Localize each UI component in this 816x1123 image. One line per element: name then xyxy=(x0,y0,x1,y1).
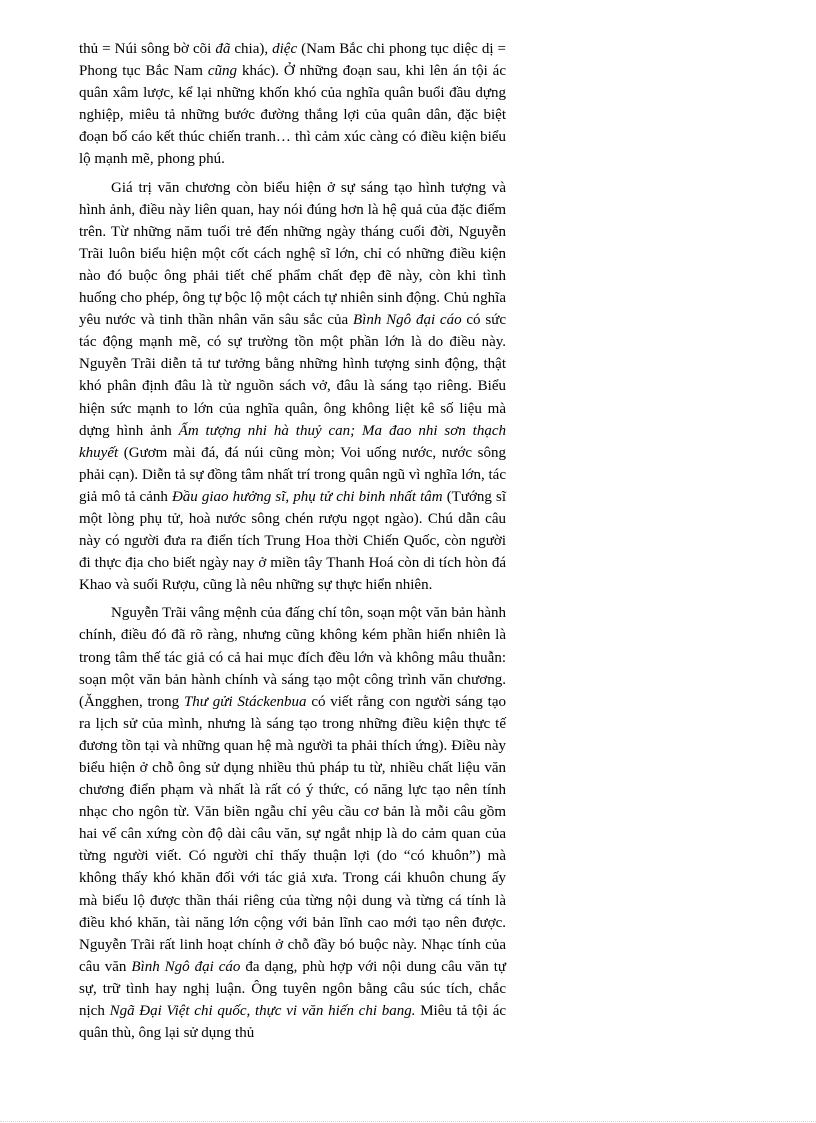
text-run: (Gươm mài đá, đá núi cũng mòn; Voi uống nước, nước sông phải cạn). Diễn tả sự đồng tâm nhất trí trong quân ngũ vì nghĩa lớn, tác giả mô tả cảnh xyxy=(79,444,506,505)
italic-run: Ngã Đại Việt chi quốc, thực vi văn hiến chi bang. xyxy=(109,1003,416,1020)
text-run: Giá trị văn chương còn biểu hiện ở sự sáng tạo hình tượng và hình ảnh, điều này liên quan, hay nói đúng hơn là hệ quả của đặc điểm trên. Từ những năm tuổi trẻ đến những ngày tháng cuối đời, Nguyễn Trãi luôn biểu hiện một cốt cách nghệ sĩ lớn, chỉ có những điều kiện nào đó buộc ông phải tiết chế phẩm chất đẹp đẽ này, còn khi tình huống cho phép, ông tự bộc lộ một cách tự nhiên sinh động. Chủ nghĩa yêu nước và tinh thần nhân văn sâu sắc của xyxy=(79,179,506,329)
document-page xyxy=(79,38,506,1050)
paragraph-3 xyxy=(79,602,506,1044)
paragraph-2 xyxy=(79,177,506,597)
italic-run: Thư gửi Stáckenbua xyxy=(183,693,307,710)
text-run: đa dạng, phù hợp với nội dung câu văn tự sự, trữ tình hay nghị luận. Ông tuyên ngôn bằng câu súc tích, chắc nịch xyxy=(79,958,506,1020)
italic-run: cũng xyxy=(207,63,238,80)
text-run: (Nam Bắc chi phong tục diệc dị = Phong tục Bắc Nam xyxy=(79,41,506,80)
text-run: thủ = Núi sông bờ cõi xyxy=(79,41,216,57)
text-run: có viết rằng con người sáng tạo ra lịch sử của mình, nhưng là sáng tạo trong những điều kiện thực tế đương tồn tại và những quan hệ mà người ta phải thích ứng). Điều này biểu hiện ở chỗ ông sử dụng nhiều thủ pháp tu từ, nhiều chất liệu văn chương điển phạm và nhất là rất có ý thức, có năng lực tạo nên tính nhạc cho ngôn từ. Văn biền ngẫu chỉ yêu cầu cơ bản là mỗi câu gồm hai vế cân xứng còn độ dài câu văn, sự ngắt nhịp là do cảm quan của từng người viết. Có người chỉ thấy thuận lợi (do “có khuôn”) mà không thấy khó khăn đối với tác giả xưa. Trong cái khuôn chung ấy mà biểu lộ được thần thái riêng của từng nội dung và từng cá tính là điều khó khăn, tài năng lớn cộng với bản lĩnh cao mới tạo nên được. Nguyễn Trãi rất linh hoạt chính ở chỗ đầy bó buộc này. Nhạc tính của câu văn xyxy=(79,693,507,975)
text-run: chia), xyxy=(230,41,273,57)
italic-run: Bình Ngô đại cáo xyxy=(131,958,241,975)
italic-run: Ẩm tượng nhi hà thuỷ can; Ma đao nhi sơn thạch khuyết xyxy=(79,422,506,461)
italic-run: đã xyxy=(215,41,231,57)
text-run: (Tướng sĩ một lòng phụ tử, hoà nước sông chén rượu ngọt ngào). Chú dẫn câu này có người đưa ra điển tích Trung Hoa thời Chiến Quốc, còn người đi thực địa cho biết ngày nay ở miền tây Thanh Hoá còn di tích hòn đá Khao và suối Rượu, cũng là nêu những sự thực hiển nhiên. xyxy=(79,488,506,594)
italic-run: Bình Ngô đại cáo xyxy=(353,312,462,329)
text-run: khác). Ở những đoạn sau, khi lên án tội ác quân xâm lược, kể lại những khốn khó của nghĩa quân buổi đầu dựng nghiệp, miêu tả những bước đường thắng lợi của quân dân, đặc biệt đoạn bố cáo kết thúc chiến tranh… thì cảm xúc càng có điều kiện biểu lộ mạnh mẽ, phong phú. xyxy=(79,63,506,168)
text-run: Miêu tả tội ác quân thù, ông lại sử dụng thủ xyxy=(79,1003,507,1042)
text-run: Nguyễn Trãi vâng mệnh của đấng chí tôn, soạn một văn bản hành chính, điều đó đã rõ ràng, nhưng cũng không kém phần hiển nhiên là trong tâm thế tác giả có cả hai mục đích đều lớn và không mâu thuẫn: soạn một văn bản hành chính và sáng tạo một công trình văn chương. (Ăngghen, trong xyxy=(79,605,506,710)
italic-run: Đầu giao hưởng sĩ, phụ tử chi binh nhất tâm xyxy=(171,488,443,505)
paragraph-1 xyxy=(79,38,506,171)
italic-run: diệc xyxy=(272,41,298,57)
page-bottom-divider xyxy=(0,1121,816,1122)
text-run: có sức tác động mạnh mẽ, có sự trường tồn một phần lớn là do điều này. Nguyễn Trãi diễn tả tư tưởng bằng những hình tượng sinh động, thật khó phân định đâu là từ nguồn sách vở, đâu là sáng tạo riêng. Biểu hiện sức mạnh to lớn của nghĩa quân, ông không liệt kê số liệu mà dựng hình ảnh xyxy=(79,312,506,439)
